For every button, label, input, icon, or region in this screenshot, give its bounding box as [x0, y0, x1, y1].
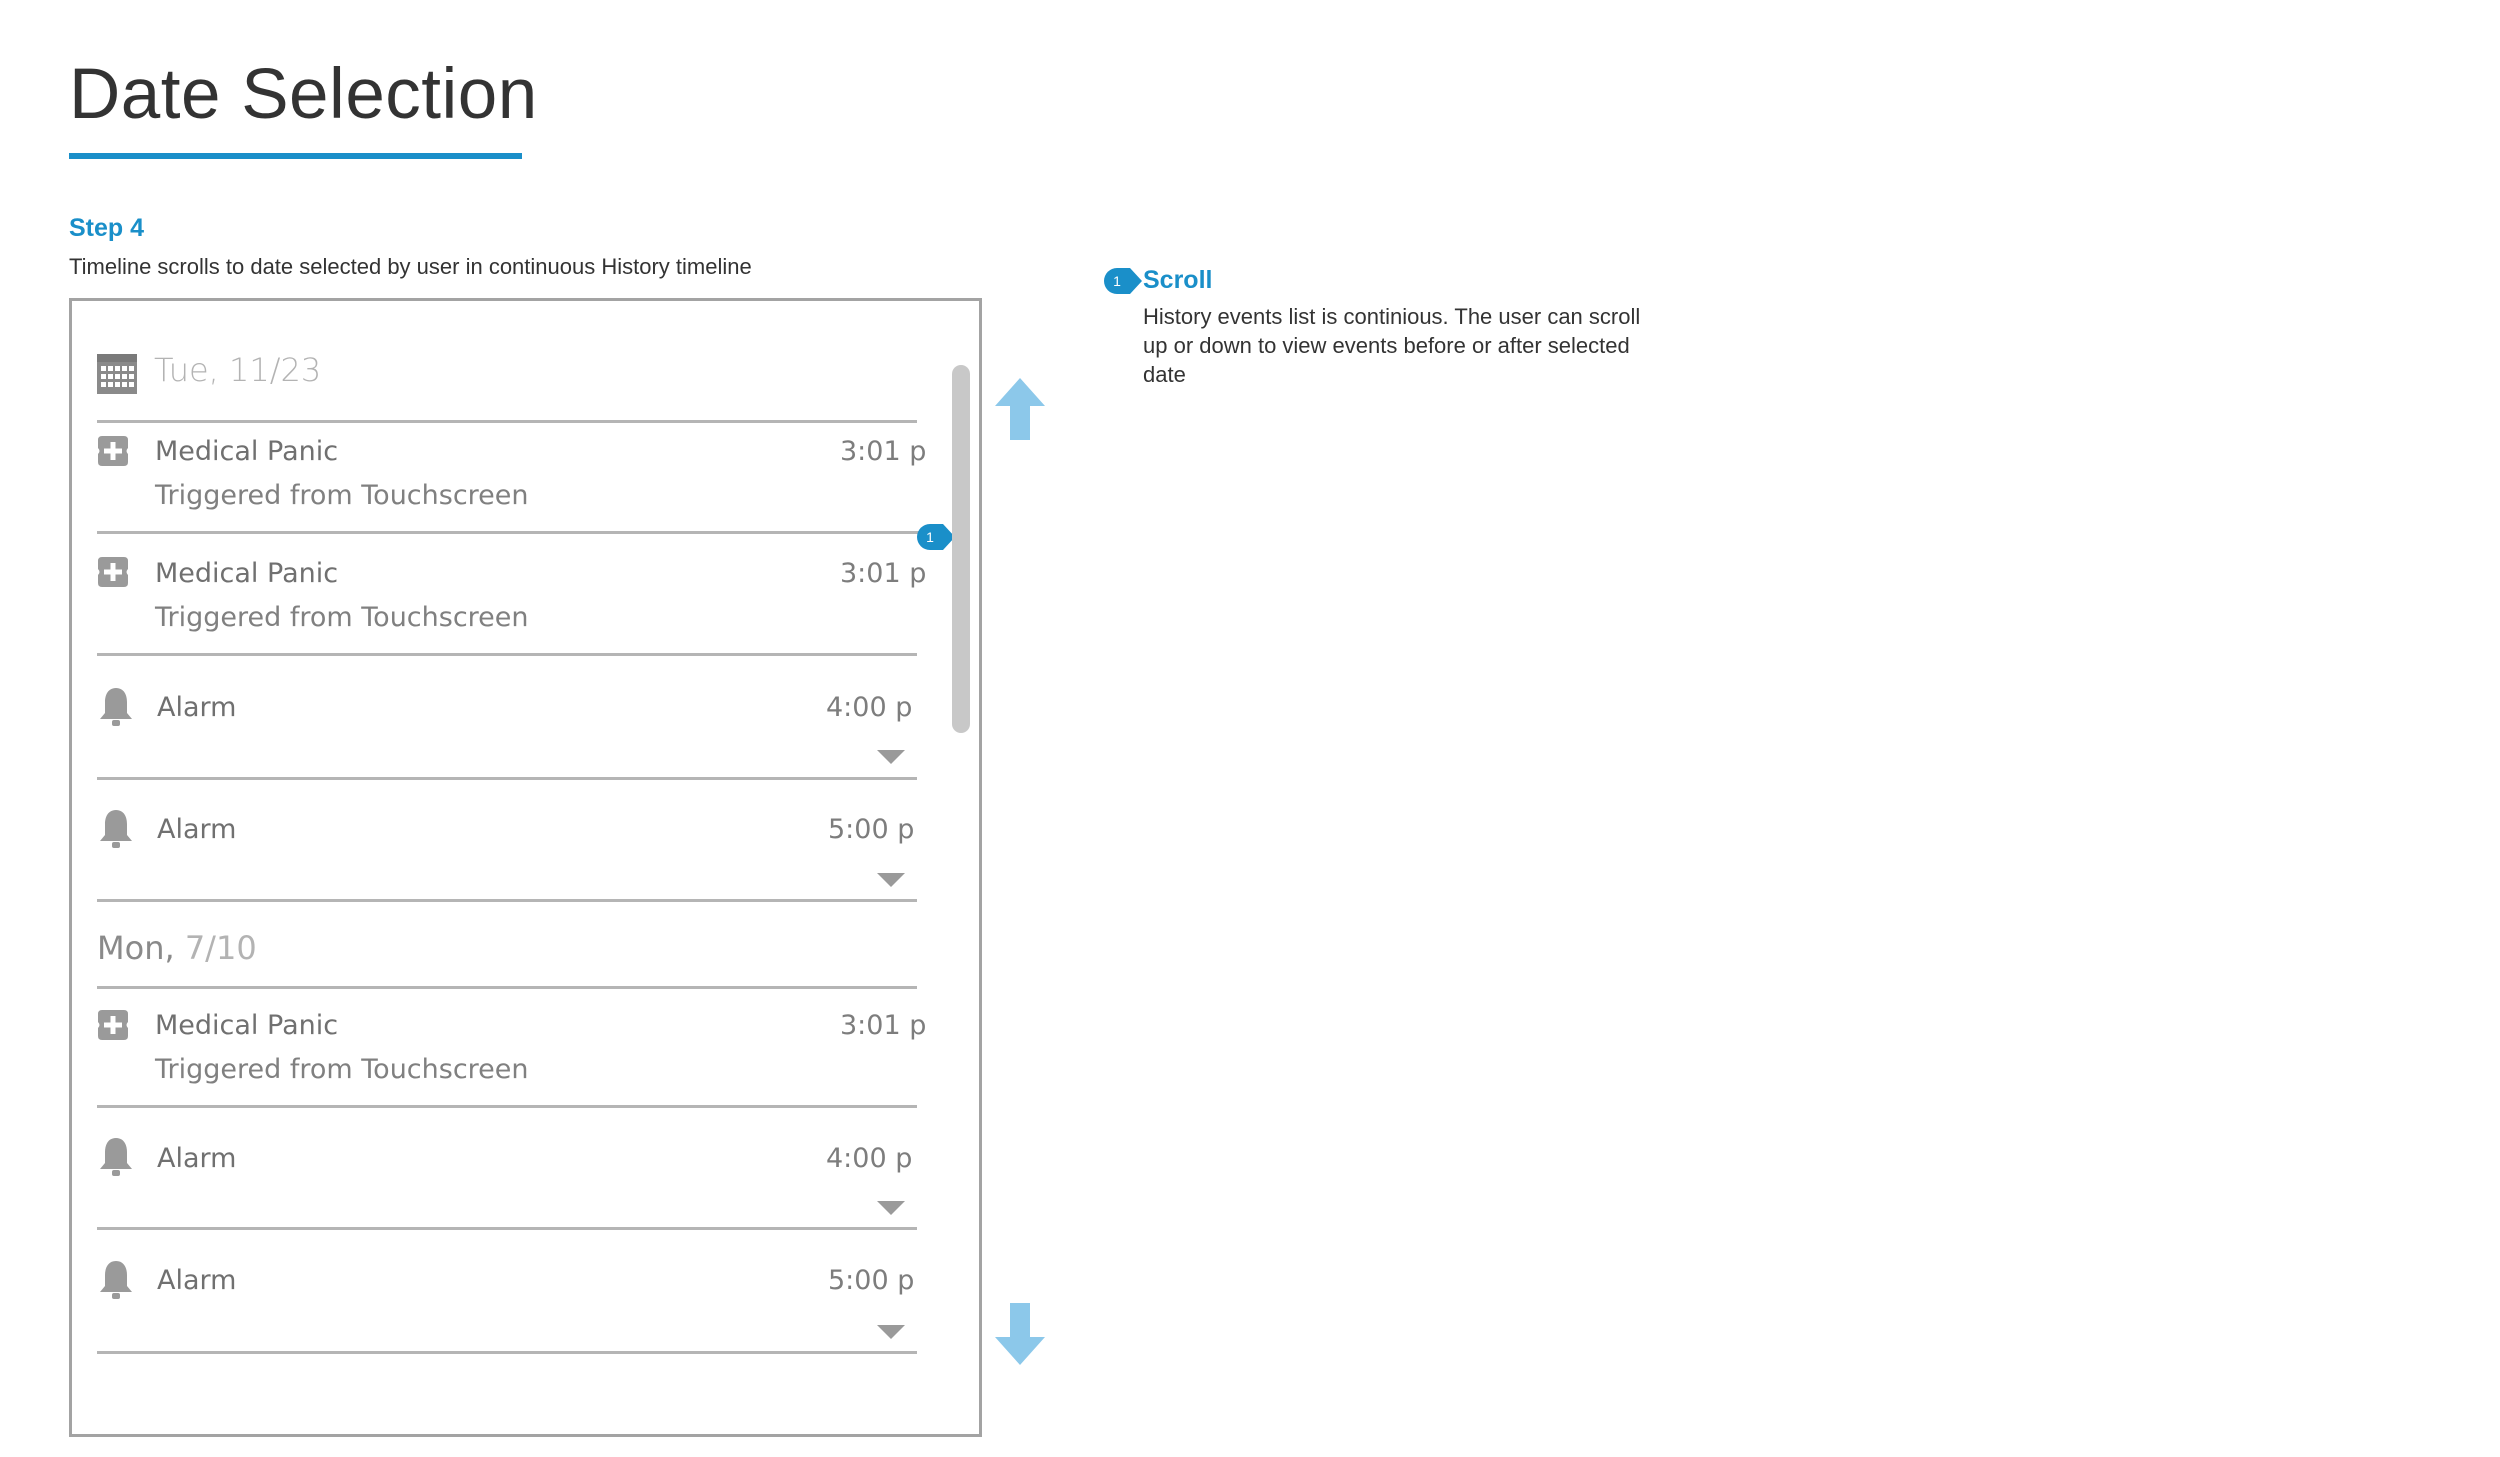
medical-badge-icon	[96, 434, 130, 468]
chevron-down-icon[interactable]	[877, 750, 905, 764]
event-title[interactable]: Alarm	[157, 1265, 237, 1296]
page-title: Date Selection	[69, 55, 538, 134]
event-subtitle: Triggered from Touchscreen	[155, 602, 529, 633]
event-time: 3:01 p	[840, 558, 927, 589]
event-time: 3:01 p	[840, 436, 927, 467]
event-title[interactable]: Alarm	[157, 1143, 237, 1174]
bell-icon	[97, 808, 135, 850]
bell-icon	[97, 686, 135, 728]
event-title[interactable]: Medical Panic	[155, 558, 339, 589]
calendar-icon[interactable]	[97, 354, 137, 394]
svg-text:1: 1	[1113, 273, 1121, 289]
separator	[97, 1105, 917, 1108]
bell-icon	[97, 1259, 135, 1301]
event-title[interactable]: Alarm	[157, 814, 237, 845]
callout-marker-1	[917, 524, 957, 550]
chevron-down-icon[interactable]	[877, 873, 905, 887]
medical-badge-icon	[96, 1008, 130, 1042]
event-time: 5:00 p	[828, 814, 915, 845]
scroll-up-arrow-icon	[995, 378, 1045, 440]
separator	[97, 986, 917, 989]
event-subtitle: Triggered from Touchscreen	[155, 480, 529, 511]
event-title[interactable]: Medical Panic	[155, 1010, 339, 1041]
step-description: Timeline scrolls to date selected by user in continuous History timeline	[69, 254, 752, 279]
current-date-header[interactable]: Tue, 11/23	[154, 351, 322, 389]
separator	[97, 420, 917, 423]
date-header-weekday: Mon,	[97, 929, 175, 967]
event-time: 4:00 p	[826, 692, 913, 723]
event-time: 4:00 p	[826, 1143, 913, 1174]
scrollbar-thumb[interactable]	[952, 365, 970, 733]
event-time: 3:01 p	[840, 1010, 927, 1041]
annotation-title: Scroll	[1143, 266, 1213, 294]
svg-text:1: 1	[926, 529, 934, 545]
annotation-marker-1	[1104, 268, 1144, 294]
annotation-body: History events list is continious. The user can scroll up or down to view events before or after selected date	[1143, 304, 1641, 387]
separator	[97, 1351, 917, 1354]
separator	[97, 777, 917, 780]
title-underline	[69, 153, 522, 159]
chevron-down-icon[interactable]	[877, 1325, 905, 1339]
event-subtitle: Triggered from Touchscreen	[155, 1054, 529, 1085]
separator	[97, 899, 917, 902]
event-time: 5:00 p	[828, 1265, 915, 1296]
medical-badge-icon	[96, 555, 130, 589]
scroll-down-arrow-icon	[995, 1303, 1045, 1365]
step-label: Step 4	[69, 214, 145, 242]
chevron-down-icon[interactable]	[877, 1201, 905, 1215]
separator	[97, 1227, 917, 1230]
bell-icon	[97, 1136, 135, 1178]
date-header[interactable]	[97, 929, 257, 967]
separator	[97, 653, 917, 656]
date-header-date: 7/10	[184, 929, 257, 967]
event-title[interactable]: Medical Panic	[155, 436, 339, 467]
event-title[interactable]: Alarm	[157, 692, 237, 723]
separator	[97, 531, 920, 534]
